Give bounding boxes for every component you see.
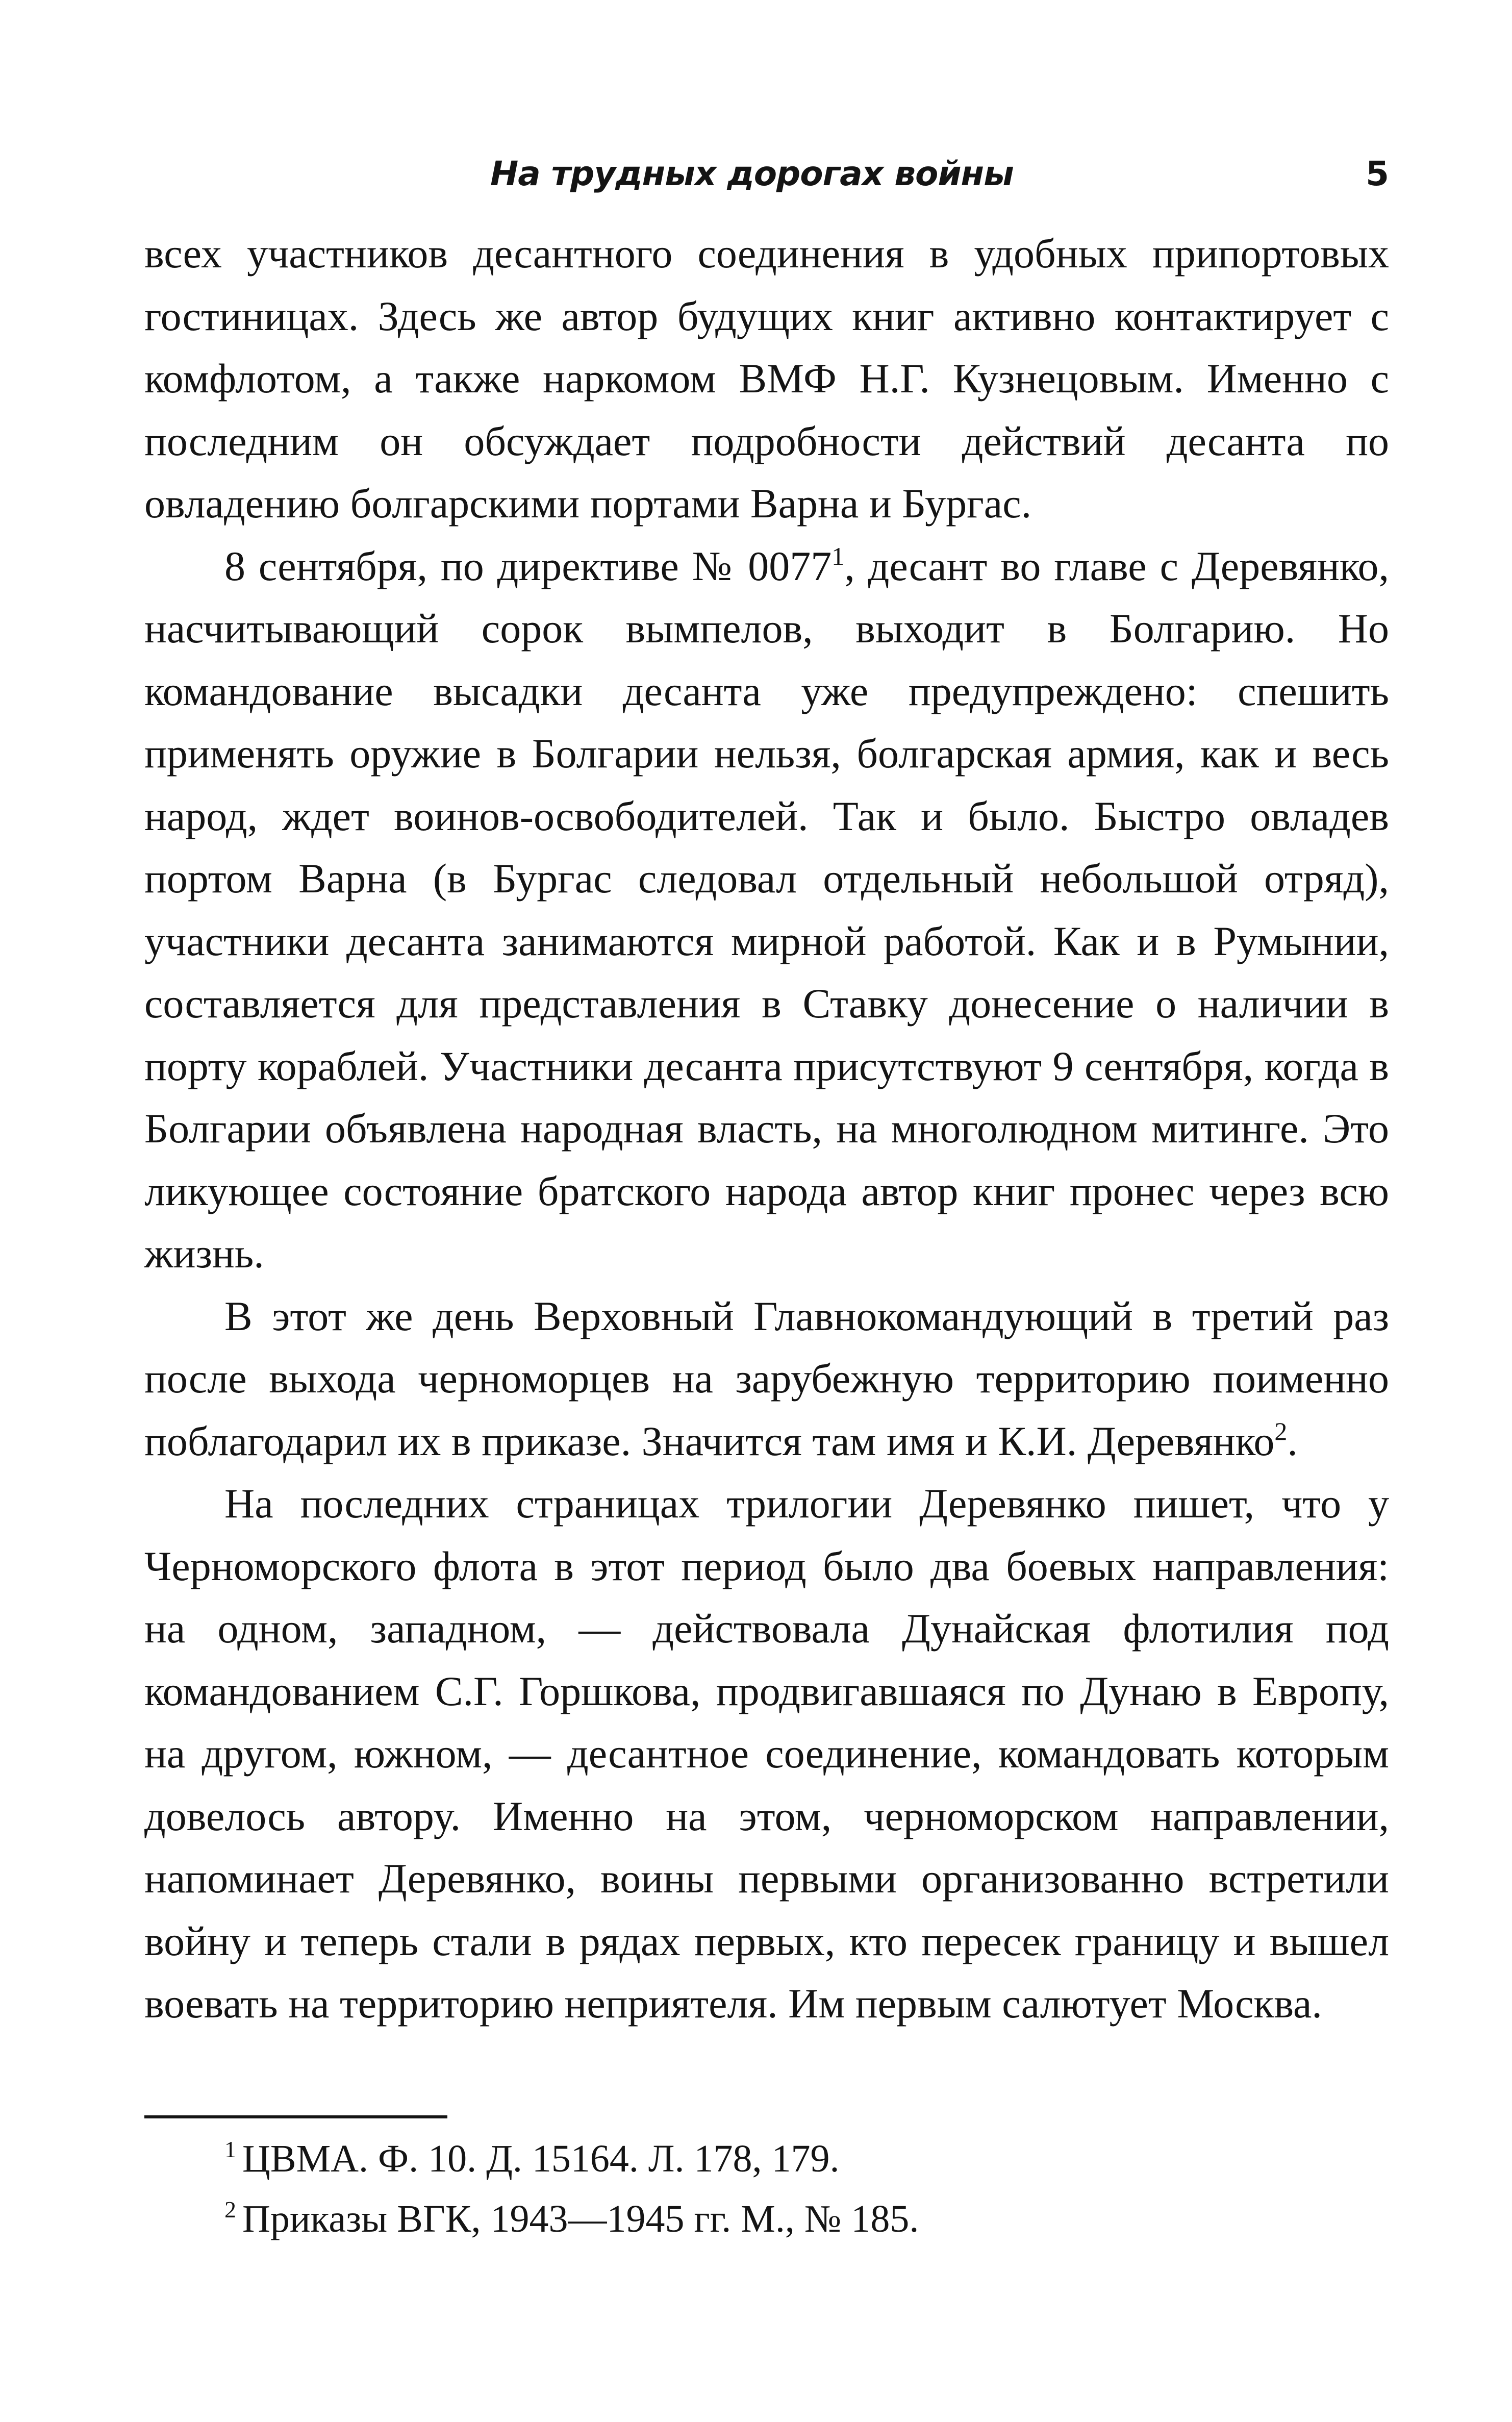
running-head	[144, 146, 1389, 202]
footnote	[224, 2129, 1347, 2189]
footnote-marker: 1	[224, 2136, 236, 2162]
paragraph-text: , десант во главе с Деревянко, насчитывающий сорок вымпелов, выходит в Болгарию. Но командование высадки десанта уже предупреждено: спешить применять оружие в Болгарии нельзя, болгарская армия, как и весь народ, ждет воинов-освободителей. Так и было. Быстро овладев портом Варна (в Бургас следовал отдельный небольшой отряд), участники десанта занимаются мирной работой. Как и в Румынии, составляется для представления в Ставку донесение о наличии в порту кораблей. Участники десанта присутствуют 9 сентября, когда в Болгарии объявлена народная власть, на многолюдном митинге. Это ликующее состояние братского народа автор книг пронес через всю жизнь.	[144, 542, 1389, 1277]
page-number: 5	[1366, 154, 1389, 193]
footnote-reference[interactable]: 2	[1274, 1416, 1288, 1445]
paragraph-text: 8 сентября, по директиве № 0077	[224, 542, 832, 589]
footnote-text: ЦВМА. Ф. 10. Д. 15164. Л. 178, 179.	[242, 2137, 840, 2180]
paragraph-text: .	[1287, 1417, 1298, 1464]
paragraph-text: На последних страницах трилогии Деревянко пишет, что у Черноморского флота в этот период было два боевых направления: на одном, западном, — действовала Дунайская флотилия под командованием С.Г. Горшкова, продвигавшаяся по Дунаю в Европу, на другом, южном, — десантное соединение, командовать которым довелось автору. Именно на этом, черноморском направлении, напоминает Деревянко, воины первыми организованно встретили войну и теперь стали в рядах первых, кто пересек границу и вышел воевать на территорию неприятеля. Им первым салютует Москва.	[144, 1480, 1389, 2027]
footnote	[224, 2189, 1347, 2249]
paragraph	[144, 535, 1389, 1285]
paragraph	[144, 222, 1389, 535]
paragraph	[144, 1285, 1389, 1473]
footnote-marker: 2	[224, 2196, 236, 2223]
body-text	[144, 222, 1389, 2035]
footnotes	[224, 2129, 1347, 2249]
footnote-reference[interactable]: 1	[831, 541, 845, 570]
footnote-text: Приказы ВГК, 1943—1945 гг. М., № 185.	[242, 2198, 919, 2240]
running-title: На трудных дорогах войны	[490, 154, 1014, 193]
footnote-divider	[144, 2115, 447, 2118]
paragraph	[144, 1472, 1389, 2035]
paragraph-text: В этот же день Верховный Главнокомандующий в третий раз после выхода черноморцев на зарубежную территорию поименно поблагодарил их в приказе. Значится там имя и К.И. Деревянко	[144, 1292, 1389, 1464]
paragraph-text: всех участников десантного соединения в удобных припортовых гостиницах. Здесь же автор будущих книг активно контактирует с комфлотом, а также наркомом ВМФ Н.Г. Кузнецовым. Именно с последним он обсуждает подробности действий десанта по овладению болгарскими портами Варна и Бургас.	[144, 230, 1389, 527]
